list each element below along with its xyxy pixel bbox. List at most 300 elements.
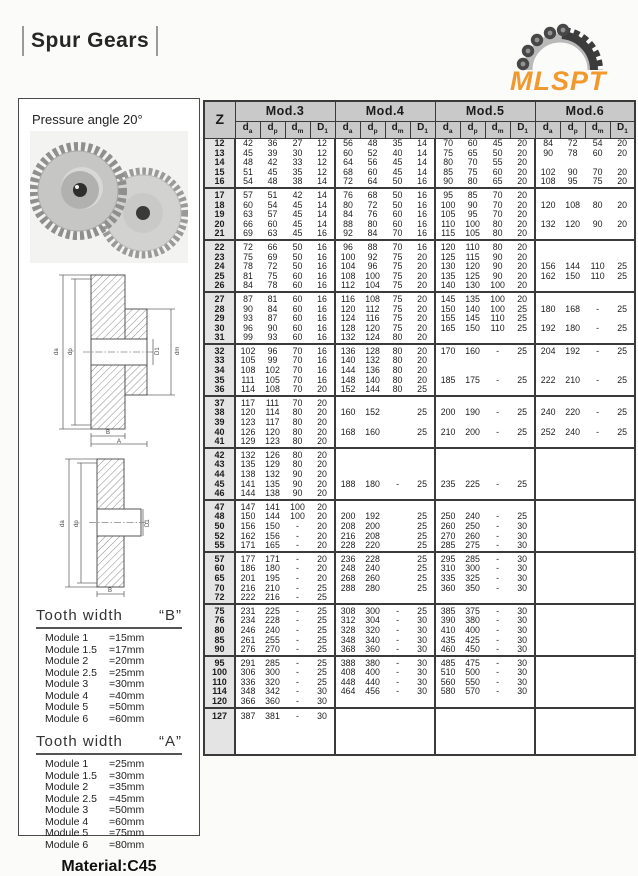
cell-m4-da: 100 [335,253,360,263]
cell-m3-da: 117 [235,396,260,409]
z-value: 52 [204,532,235,542]
cell-m3-dp: 60 [267,219,278,229]
cell-m4-dp: 48 [367,138,378,148]
cell-m5-dm: - [496,583,500,593]
cell-m3-d1: 16 [317,252,327,262]
cell-m5-da: 560 [435,678,460,688]
cell-m5-d1: 20 [510,292,535,305]
cell-m4-d1 [410,470,435,480]
sub-column-header: $d_m$ [385,122,410,139]
cell-m5-d1: 30 [517,645,528,655]
cell-m5-dp: 475 [460,656,485,669]
z-value: 42 [204,448,235,461]
cell-m6-d1 [610,532,635,542]
dim-label-da: da [60,520,66,527]
table-row [204,344,635,357]
table-row [204,668,635,678]
cell-m5-da [435,489,460,500]
cell-m4-dm: - [396,687,400,697]
cell-m6-dp [560,552,585,565]
module-label: Module 2 [45,781,89,793]
cell-m4-da [335,418,360,428]
cell-m4-da: 448 [335,678,360,688]
cell-m6-d1: 25 [610,344,635,357]
cell-m3-d1: 20 [317,470,327,479]
cell-m4-d1: 20 [417,323,427,333]
cell-m6-da: 108 [535,177,560,188]
cell-m6-da: 90 [535,149,560,159]
cell-m3-dm: - [285,604,310,617]
cell-m3-dm: 30 [292,148,303,158]
z-value: 114 [204,687,235,697]
cell-m3-dp: 57 [267,210,278,220]
cell-m4-dp: 152 [365,408,380,418]
cell-m3-dp: 39 [267,148,278,158]
dim-label-dm: dm [175,346,181,355]
module-label: Module 1 [45,758,89,770]
module-value: =50mm [109,701,145,713]
cell-m6-dm [585,636,610,646]
cell-m5-d1: 20 [517,219,528,229]
sub-column-header: $d_m$ [585,122,610,139]
cell-m4-d1 [410,708,435,755]
cell-m5-dp: 60 [467,138,478,148]
cell-m6-dp [560,229,585,240]
cell-m6-dm [585,333,610,344]
cell-m3-dp: 54 [267,200,278,210]
cell-m6-dp [560,385,585,396]
cell-m5-dm: - [496,645,500,655]
sub-column-header: $d_m$ [285,122,310,139]
module-row [45,656,173,668]
cell-m3-d1: 30 [317,687,327,697]
cell-m3-da: 84 [235,281,260,292]
cell-m6-d1 [610,281,635,292]
cell-m6-da [535,708,560,755]
cell-m4-d1: 16 [417,200,427,210]
cell-m4-dp: 144 [365,385,380,395]
cell-m3-d1: 20 [310,500,335,513]
cell-m5-dp: 65 [467,148,478,158]
table-row [204,512,635,522]
cell-m5-da: 105 [435,210,460,220]
cell-m3-dp: 141 [260,500,285,513]
cell-m5-da: 85 [435,168,460,178]
cell-m4-dm: 80 [392,385,403,395]
cell-m3-da: 99 [235,333,260,344]
sub-column-header: $d_a$ [335,122,360,139]
cell-m5-da [435,385,460,396]
cell-m5-d1: 30 [510,656,535,669]
cell-m5-dm [485,418,510,428]
mod3-header: Mod.3 [235,101,335,122]
cell-m5-d1: 20 [517,229,528,239]
cell-m5-dp: 570 [465,687,480,697]
cell-m4-d1: 14 [417,158,427,168]
cell-m4-da: 64 [335,158,360,168]
table-row [204,470,635,480]
cell-m5-dp: 260 [465,531,480,541]
cell-m5-d1 [510,396,535,409]
cell-m3-d1: 12 [317,148,327,158]
cell-m5-dm: 100 [485,292,510,305]
cell-m6-d1 [610,574,635,584]
cell-m5-dp [460,500,485,513]
cell-m3-d1: 16 [317,323,327,333]
cell-m4-dm [385,564,410,574]
cell-m4-d1: 25 [417,408,427,418]
table-row [204,584,635,594]
cell-m6-dm [585,240,610,253]
cell-m4-da [335,460,360,470]
z-value: 90 [204,645,235,656]
cell-m5-dp: 300 [465,564,480,574]
cell-m4-da [335,489,360,500]
module-value: =60mm [109,712,145,725]
z-value: 23 [204,253,235,263]
cell-m4-da [335,697,360,708]
module-label: Module 3 [45,804,89,816]
cell-m6-dm [585,480,610,490]
cell-m4-d1: 20 [417,271,427,281]
cell-m5-dm: 45 [492,138,503,148]
cell-m5-d1: 25 [517,512,528,522]
cell-m6-da [535,292,560,305]
cell-m5-dm [485,333,510,344]
cell-m3-da: 201 [235,574,260,584]
cell-m6-da [535,437,560,448]
cell-m6-dp [560,281,585,292]
cell-m3-da: 135 [235,460,260,470]
cell-m6-da [535,552,560,565]
cell-m4-da: 148 [335,376,360,386]
cell-m6-d1 [610,584,635,594]
cell-m3-da: 54 [235,177,260,188]
z-value: 22 [204,240,235,253]
cell-m6-dp [560,489,585,500]
cell-m5-d1: 25 [517,304,528,314]
cell-m6-dp [560,512,585,522]
cell-m5-dm: - [496,427,500,437]
module-row [45,805,173,817]
table-row [204,253,635,263]
cell-m4-da [335,396,360,409]
table-row [204,678,635,688]
tooth-width-b-mark: “B” [159,607,182,624]
cell-m6-dm: - [596,427,600,437]
cell-m5-da: 100 [435,201,460,211]
cell-m5-da: 460 [435,645,460,656]
title-right-rule [156,26,158,56]
cell-m5-dm [485,697,510,708]
cell-m5-dm: 90 [492,271,503,281]
cell-m5-d1 [510,489,535,500]
cell-m4-da: 132 [335,333,360,344]
cell-m3-da: 90 [235,305,260,315]
cell-m3-dm: 80 [292,460,303,470]
cell-m6-d1 [610,697,635,708]
cell-m3-d1: 12 [317,167,327,177]
cell-m4-dp: 192 [365,512,380,522]
z-value: 16 [204,177,235,188]
cell-m3-dm: 90 [292,489,303,499]
cell-m4-d1: 30 [417,645,427,655]
z-value: 65 [204,574,235,584]
cell-m4-da: 56 [335,139,360,149]
cell-m6-dm [585,616,610,626]
cell-m3-d1: 16 [317,281,327,291]
cell-m3-d1: 20 [317,385,327,395]
table-row [204,314,635,324]
module-value: =35mm [109,781,145,793]
cell-m3-da: 123 [235,418,260,428]
cell-m5-d1: 20 [517,158,528,168]
gear-section-drawing-flat [33,453,185,599]
cell-m5-d1: 30 [517,521,528,531]
cell-m6-d1 [610,366,635,376]
cell-m4-dm [385,489,410,500]
table-row [204,489,635,500]
cell-m5-da [435,708,460,755]
cell-m3-da: 177 [235,552,260,565]
z-value: 12 [204,139,235,149]
module-label: Module 1.5 [45,769,97,782]
table-row [204,292,635,305]
cell-m3-d1: 14 [317,177,327,187]
cell-m3-da: 75 [235,253,260,263]
cell-m5-dm: - [496,531,500,541]
cell-m4-d1: 16 [417,177,427,187]
cell-m6-dp [560,188,585,201]
cell-m3-da: 162 [235,532,260,542]
cell-m6-da [535,604,560,617]
cell-m4-dp: 92 [367,252,378,262]
cell-m4-dm [385,437,410,448]
cell-m3-dm: 70 [292,356,303,366]
cell-m6-da [535,541,560,552]
cell-m3-dp: 225 [260,604,285,617]
cell-m3-d1: 25 [317,583,327,593]
cell-m4-dm: 45 [392,158,403,168]
cell-m6-dm [585,604,610,617]
cell-m3-dp: 180 [265,564,280,574]
cell-m3-d1: 25 [317,593,327,603]
cell-m4-dp: 124 [365,333,380,343]
cell-m3-d1: 20 [317,541,327,551]
gear-section-drawing-hub [33,267,185,449]
module-row [45,840,173,852]
cell-m3-dm: - [296,677,299,687]
cell-m6-da [535,616,560,626]
table-row [204,532,635,542]
gear-photo [30,131,188,263]
cell-m6-da [535,480,560,490]
cell-m4-da: 88 [335,220,360,230]
cell-m5-da: 580 [435,687,460,697]
table-row [204,281,635,292]
cell-m6-dp: 210 [565,375,580,385]
cell-m3-da: 93 [235,314,260,324]
cell-m5-da: 125 [435,253,460,263]
table-row [204,656,635,669]
module-label: Module 5 [45,827,89,839]
cell-m3-dm: 70 [292,366,303,376]
cell-m5-dm: 70 [492,210,503,220]
cell-m5-dp [460,460,485,470]
cell-m6-dp: 90 [567,167,578,177]
dim-label-d1: D1 [145,519,151,527]
cell-m3-d1: 16 [317,375,327,385]
cell-m4-dp: 56 [367,158,378,168]
cell-m6-da: 192 [535,324,560,334]
cell-m3-dm: - [296,635,299,645]
cell-m3-dp: 99 [267,356,278,366]
cell-m3-da: 87 [235,292,260,305]
cell-m5-d1: 30 [517,625,528,635]
cell-m5-d1 [510,333,535,344]
cell-m4-d1: 30 [417,668,427,678]
cell-m5-da: 295 [435,552,460,565]
cell-m4-d1: 20 [417,314,427,324]
cell-m4-da [335,500,360,513]
cell-m6-d1: 25 [617,323,628,333]
cell-m5-d1 [510,708,535,755]
dimensions-table-wrap [203,100,634,756]
cell-m3-dp: 81 [260,292,285,305]
cell-m6-dm [585,708,610,755]
cell-m6-da [535,333,560,344]
cell-m5-d1: 20 [517,200,528,210]
cell-m3-da: 78 [235,262,260,272]
cell-m3-dm: 80 [292,437,303,447]
cell-m6-d1 [610,480,635,490]
cell-m3-dp: 300 [265,668,280,678]
cell-m4-da [335,708,360,755]
cell-m6-dp [560,470,585,480]
module-value: =20mm [109,655,145,667]
cell-m4-dp: 120 [365,323,380,333]
cell-m3-dm: 35 [292,167,303,177]
cell-m3-dp: 45 [267,167,278,177]
cell-m3-da: 234 [235,616,260,626]
cell-m4-da: 268 [335,574,360,584]
module-value: =15mm [109,632,145,644]
cell-m6-dm: 110 [590,262,605,272]
cell-m4-d1: 25 [417,573,427,583]
table-row [204,604,635,617]
cell-m4-dm [385,396,410,409]
cell-m5-dp: 400 [465,625,480,635]
cell-m4-d1: 25 [417,385,427,395]
z-value: 100 [204,668,235,678]
cell-m3-dm: 60 [285,292,310,305]
cell-m3-d1: 30 [310,708,335,755]
z-value: 24 [204,262,235,272]
cell-m3-da: 222 [235,593,260,604]
cell-m5-dm [485,385,510,396]
cell-m3-dm: - [285,708,310,755]
cell-m5-da: 70 [435,139,460,149]
z-value: 60 [204,564,235,574]
cell-m3-dm: 60 [292,314,303,324]
z-value: 20 [204,220,235,230]
cell-m5-da: 95 [435,188,460,201]
z-value: 15 [204,168,235,178]
cell-m4-dp: 112 [365,304,380,314]
cell-m5-d1: 30 [517,531,528,541]
cell-m6-dp [560,656,585,669]
left-panel [18,98,200,875]
cell-m3-dp: 240 [265,625,280,635]
cell-m5-da: 115 [435,229,460,240]
cell-m6-da [535,593,560,604]
cell-m3-d1: 25 [317,625,327,635]
cell-m5-d1: 20 [510,240,535,253]
cell-m6-dm [585,281,610,292]
cell-m5-dm: - [496,541,500,551]
cell-m5-d1: 25 [517,375,528,385]
cell-m3-dm: - [296,687,299,697]
cell-m5-dm: 90 [492,252,503,262]
cell-m3-da: 216 [235,584,260,594]
cell-m4-dp: 160 [365,427,380,437]
cell-m5-d1 [510,385,535,396]
cell-m3-dm: 38 [292,177,303,187]
table-row [204,240,635,253]
cell-m4-dp: 128 [360,344,385,357]
cell-m4-d1: 30 [410,656,435,669]
cell-m6-dm [585,552,610,565]
cell-m4-da: 60 [335,149,360,159]
module-row [45,828,173,840]
material-label: Material:C45 [61,858,157,875]
cell-m4-d1: 20 [417,375,427,385]
module-label: Module 1 [45,632,89,644]
cell-m4-da [335,593,360,604]
module-value: =45mm [109,792,145,805]
cell-m5-dp: 285 [460,552,485,565]
cell-m4-dp: 76 [367,210,378,220]
sub-column-header: $D_1$ [410,122,435,139]
cell-m3-dm: 50 [292,262,303,272]
cell-m4-dp [360,697,385,708]
cell-m3-dp: 51 [260,188,285,201]
cell-m6-dm [585,574,610,584]
cell-m3-dm: - [296,564,299,574]
cell-m4-dm: 80 [392,333,403,343]
cell-m6-dm: - [596,304,600,314]
cell-m6-da [535,448,560,461]
cell-m4-dm [385,470,410,480]
cell-m3-d1: 16 [310,292,335,305]
cell-m4-da: 68 [335,168,360,178]
tooth-width-a-mark: “A” [159,733,182,750]
cell-m6-da: 132 [535,220,560,230]
cell-m4-d1: 20 [417,356,427,366]
cell-m5-d1: 30 [517,668,528,678]
cell-m6-da [535,500,560,513]
cell-m3-d1: 16 [317,366,327,376]
cell-m4-dp: 72 [367,200,378,210]
cell-m4-da [335,470,360,480]
cell-m4-dp: 100 [365,271,380,281]
cell-m4-d1: 30 [417,677,427,687]
cell-m3-da: 336 [235,678,260,688]
cell-m4-d1: 20 [417,281,427,291]
module-label: Module 4 [45,815,89,828]
tooth-width-b-list [45,633,173,725]
table-row [204,220,635,230]
